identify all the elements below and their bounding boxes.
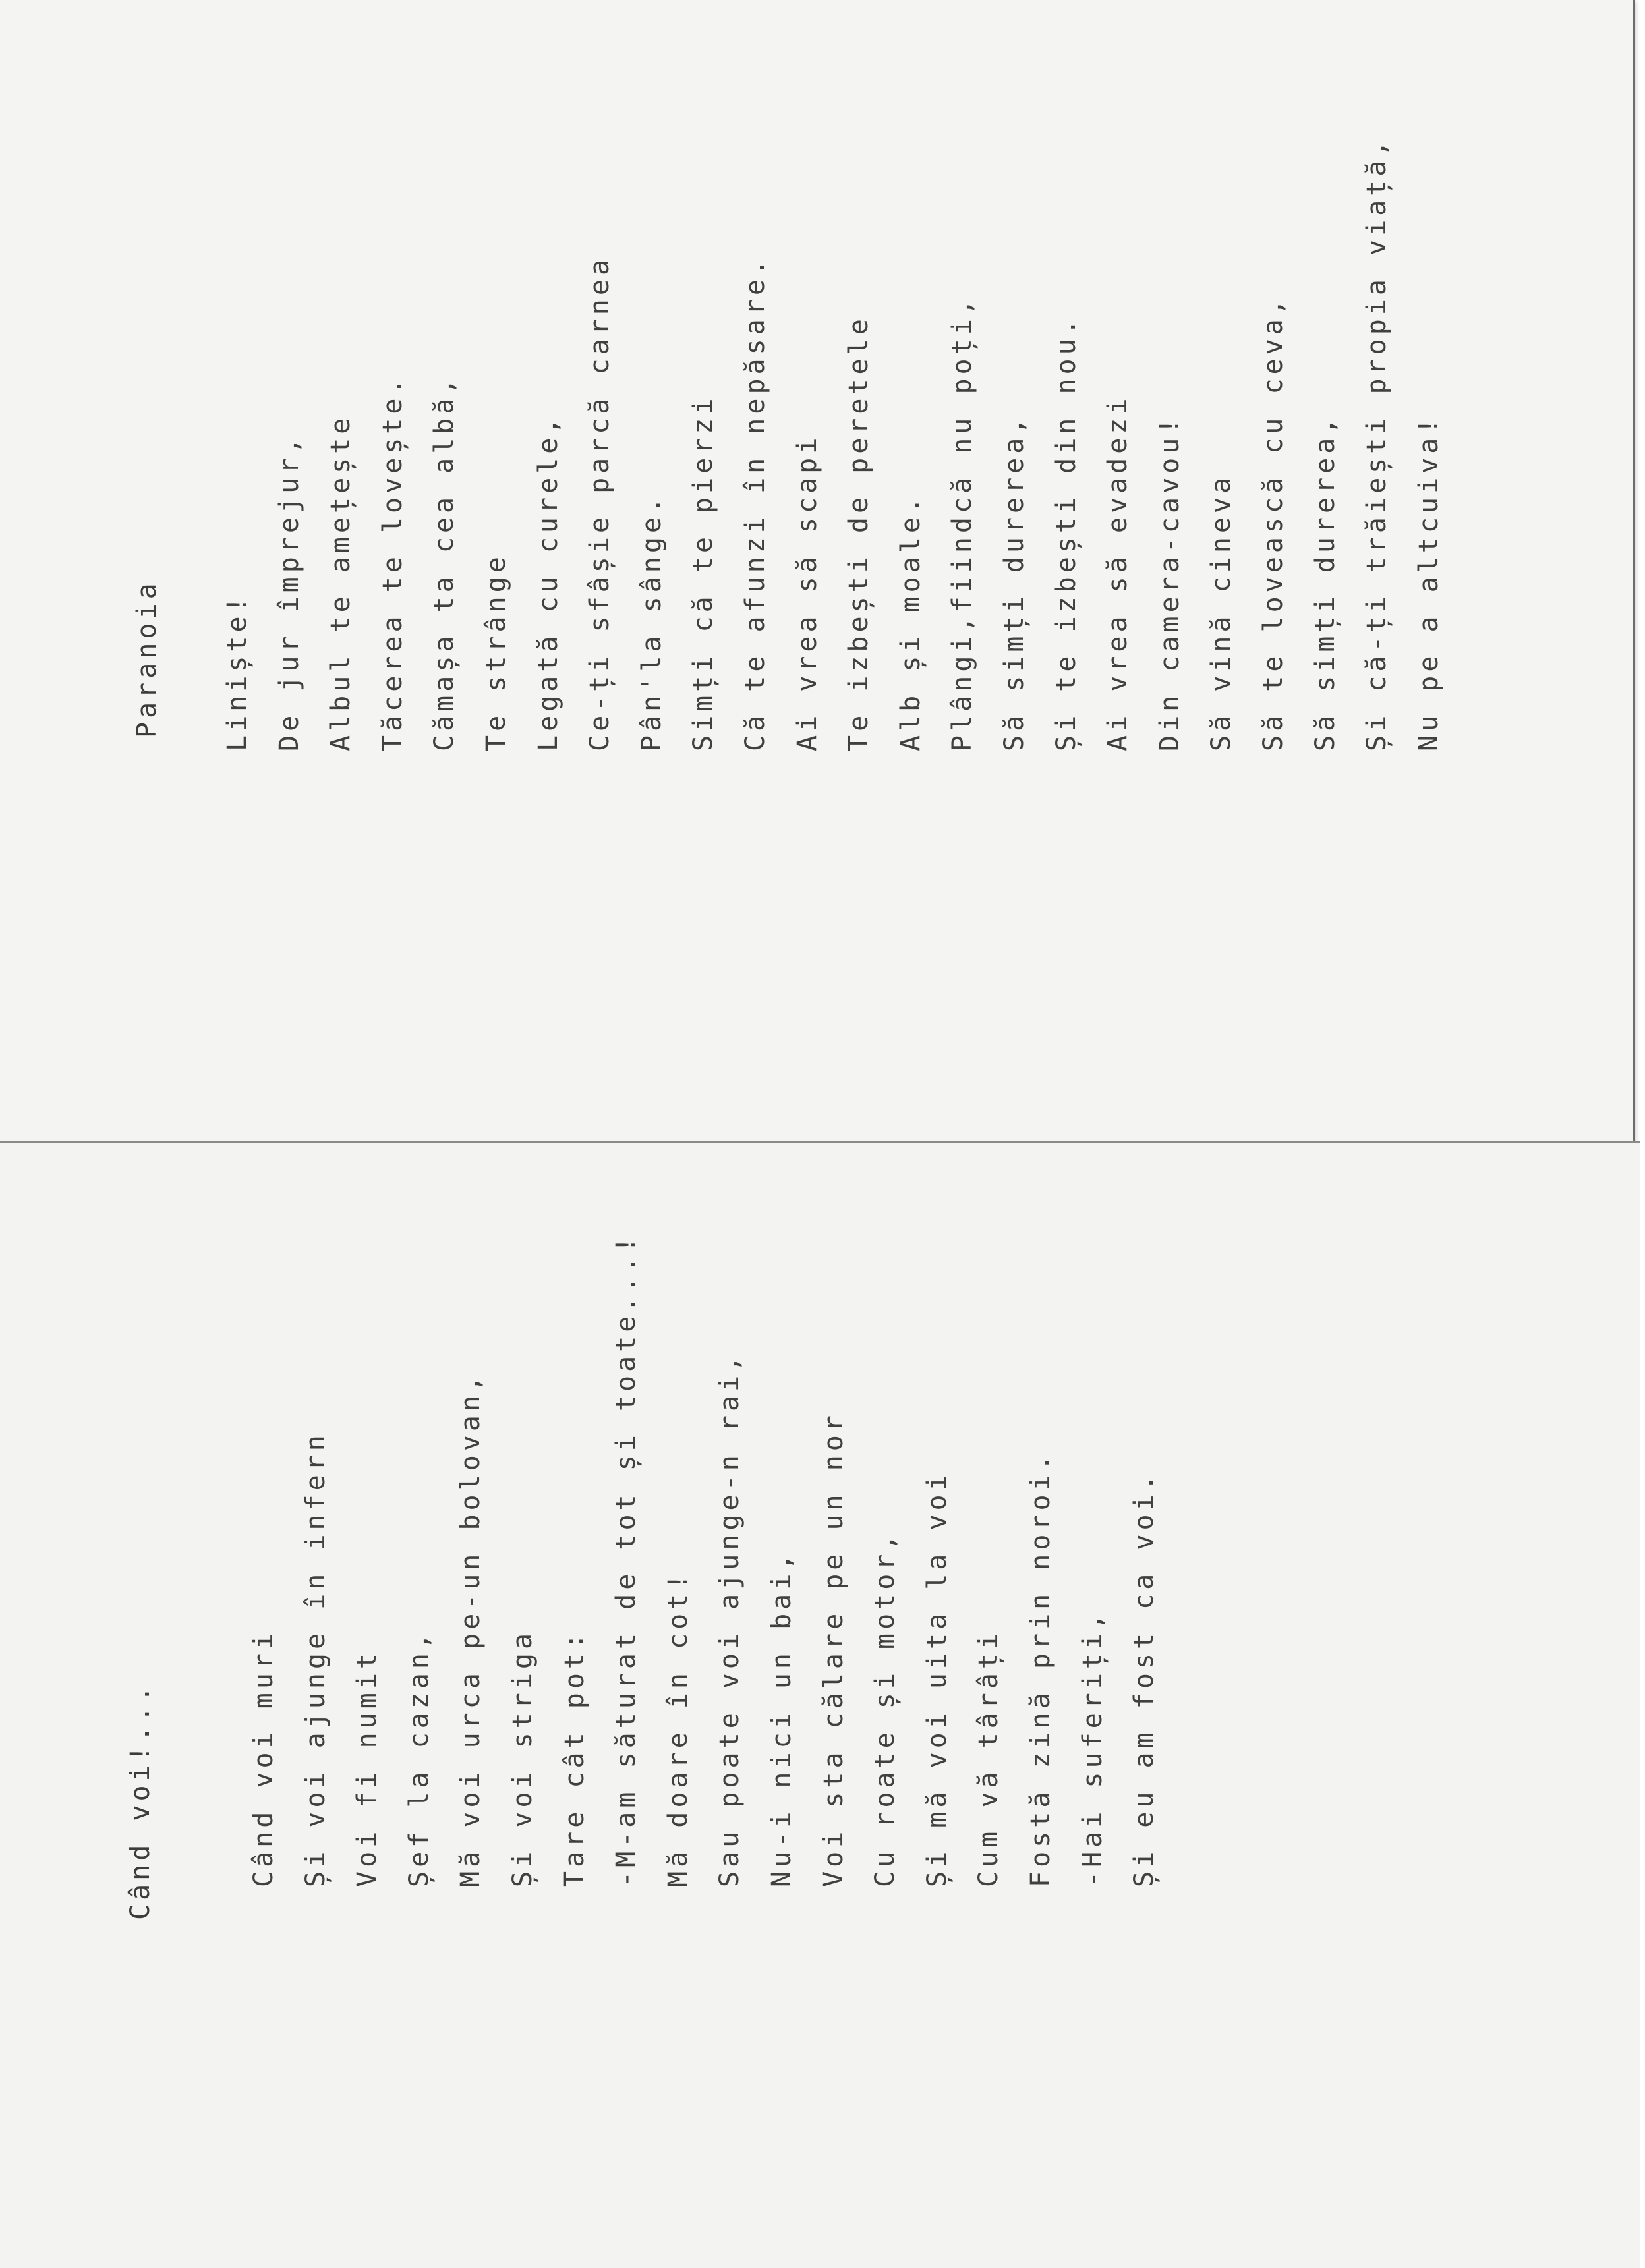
poem-line: Să vină cineva	[1206, 473, 1237, 751]
poem-line: Din camera-cavou!	[1154, 414, 1185, 751]
poem-line: Cum vă târâți	[973, 1629, 1004, 1887]
poem-line: Voi sta călare pe un nor	[818, 1411, 849, 1887]
poem-line: Tăcerea te lovește.	[377, 374, 408, 751]
poem-line: -M-am săturat de tot și toate...!	[611, 1233, 642, 1887]
poem-line: Și voi striga	[507, 1629, 538, 1887]
poem-line: Ce-ți sfâșie parcă carnea	[585, 255, 616, 751]
paper-sheet-bottom	[0, 1141, 1640, 2268]
poem-line: Mă doare în cot!	[662, 1570, 693, 1887]
poem-line: Cu roate și motor,	[870, 1530, 901, 1887]
poem-line: Alb și moale.	[895, 493, 926, 751]
poem-line: Nu pe a altcuiva!	[1413, 414, 1444, 751]
poem-line: Cămașa ta cea albă,	[429, 374, 460, 751]
poem-lines	[248, 1233, 1160, 1887]
poem-line: Plângi,fiindcă nu poți,	[947, 295, 978, 751]
poem-lines	[169, 136, 1444, 751]
poem-line: Simți că te pierzi	[688, 394, 719, 751]
poem-line: Te strânge	[481, 553, 511, 751]
poem-line: -Hai suferiți,	[1077, 1609, 1108, 1887]
poem-line: Să simți durerea,	[999, 414, 1029, 751]
poem-paranoia	[132, 136, 1444, 751]
poem-line: Ai vrea să evadezi	[1103, 394, 1134, 751]
poem-line: Și te izbești din nou.	[1051, 315, 1082, 751]
poem-title: Când voi!...	[125, 1682, 156, 1920]
poem-line: Să simți durerea,	[1310, 414, 1341, 751]
poem-line: Sau poate voi ajunge-n rai,	[714, 1351, 745, 1887]
poem-line: Nu-i nici un bai,	[766, 1550, 797, 1887]
poem-line: Fostă zină prin noroi.	[1025, 1451, 1056, 1887]
poem-line: Că te afunzi în nepăsare.	[740, 255, 770, 751]
poem-line: Și mă voi uita la voi	[921, 1471, 952, 1887]
poem-line: De jur împrejur,	[274, 434, 304, 751]
poem-line: Și că-ți trăiești propia viață,	[1362, 136, 1393, 751]
poem-line: Te izbești de peretele	[844, 315, 875, 751]
poem-line: Să te lovească cu ceva,	[1258, 295, 1288, 751]
poem-line: Ai vrea să scapi	[792, 434, 822, 751]
poem-line: Și voi ajunge în infern	[300, 1431, 331, 1887]
poem-line: Mă voi urca pe-un bolovan,	[455, 1371, 486, 1887]
poem-line: Legată cu curele,	[533, 414, 563, 751]
poem-line: Șef la cazan,	[403, 1629, 434, 1887]
poem-line: Și eu am fost ca voi.	[1129, 1471, 1160, 1887]
poem-line: Albul te amețește	[326, 414, 357, 751]
poem-line: Când voi muri	[248, 1629, 279, 1887]
poem-line: Pân'la sânge.	[636, 493, 667, 751]
poem-line: Liniște!	[222, 592, 252, 751]
poem-cand-voi	[125, 1233, 1160, 1920]
poem-line: Tare cât pot:	[559, 1629, 590, 1887]
poem-title: Paranoia	[132, 579, 162, 738]
poem-line: Voi fi numit	[352, 1649, 383, 1887]
